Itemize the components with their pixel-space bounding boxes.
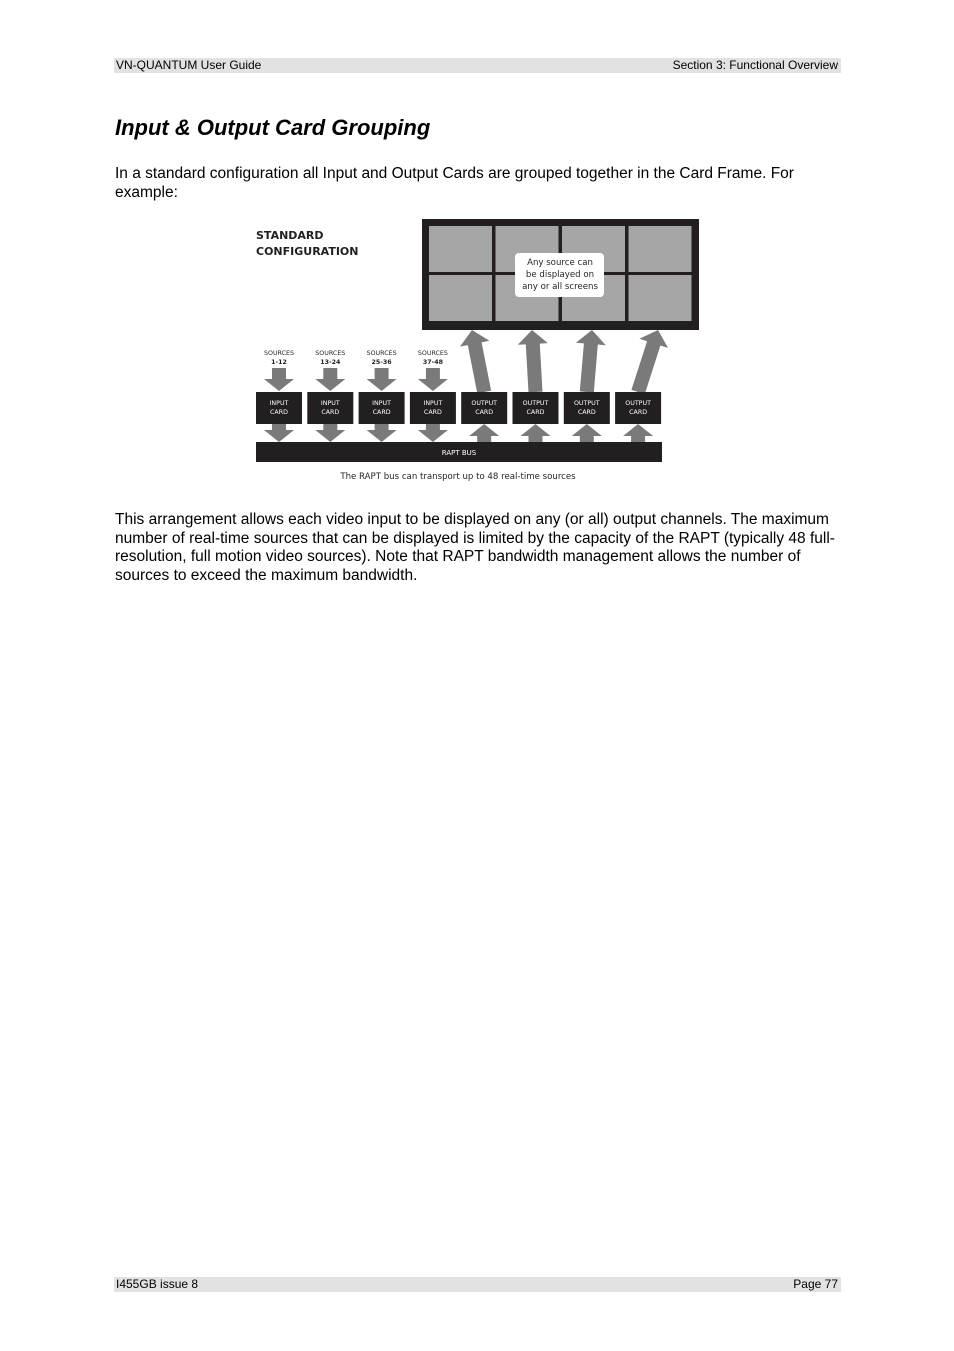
card-label: INPUT bbox=[320, 400, 340, 407]
card-label: OUTPUT bbox=[625, 400, 651, 407]
bus-to-output-arrow bbox=[623, 424, 653, 442]
header-section: Section 3: Functional Overview bbox=[672, 58, 838, 72]
source-label: SOURCES bbox=[417, 350, 448, 357]
header-doc-title: VN-QUANTUM User Guide bbox=[116, 58, 262, 72]
diagram-caption: The RAPT bus can transport up to 48 real-time sources bbox=[340, 472, 576, 482]
screen-tile bbox=[429, 226, 492, 272]
source-range: 1-12 bbox=[271, 359, 287, 366]
card-label: OUTPUT bbox=[522, 400, 549, 407]
callout-line1: Any source can bbox=[527, 258, 593, 268]
page-title: Input & Output Card Grouping bbox=[115, 115, 431, 140]
card-label: OUTPUT bbox=[573, 400, 600, 407]
bus-to-output-arrow bbox=[572, 424, 602, 442]
screen-tile bbox=[429, 275, 492, 321]
body-paragraph: This arrangement allows each video input to be displayed on any (or all) output channels. The maximum number of real-time sources that can be displayed is limited by the capacity of the RAPT (typically 48 full-resolution, full motion video sources). Note that RAPT bandwidth management allows the number of sources to exceed the maximum bandwidth. bbox=[115, 511, 835, 584]
output-card bbox=[615, 392, 661, 424]
input-to-bus-arrow bbox=[367, 424, 397, 442]
input-to-bus-arrow bbox=[264, 424, 294, 442]
bus-to-output-arrow bbox=[521, 424, 551, 442]
output-to-screen-arrow bbox=[518, 330, 548, 392]
screen-tile bbox=[629, 275, 692, 321]
intro-paragraph: In a standard configuration all Input and Output Cards are grouped together in the Card Frame. For example: bbox=[115, 165, 794, 201]
output-to-screen-arrow bbox=[631, 330, 668, 394]
source-range: 25-36 bbox=[371, 359, 392, 366]
source-label: SOURCES bbox=[264, 350, 294, 357]
video-wall bbox=[422, 219, 699, 330]
bus-to-output-arrow bbox=[469, 424, 499, 442]
card-label: CARD bbox=[526, 409, 545, 416]
card-label: INPUT bbox=[423, 400, 443, 407]
card-label: INPUT bbox=[269, 400, 289, 407]
source-range: 37-48 bbox=[422, 359, 443, 366]
source-label: SOURCES bbox=[366, 350, 397, 357]
source-down-arrow bbox=[315, 368, 345, 391]
input-card bbox=[359, 392, 405, 424]
output-to-screen-arrow bbox=[460, 330, 491, 393]
config-label-line2: CONFIGURATION bbox=[256, 245, 359, 258]
card-label: CARD bbox=[372, 409, 391, 416]
card-label: CARD bbox=[475, 409, 494, 416]
card-label: CARD bbox=[321, 409, 340, 416]
card-label: INPUT bbox=[372, 400, 392, 407]
page-footer bbox=[114, 1277, 841, 1292]
callout-line3: any or all screens bbox=[522, 282, 598, 292]
config-label-line1: STANDARD bbox=[256, 229, 324, 242]
standard-configuration-diagram bbox=[250, 215, 702, 487]
card-label: CARD bbox=[270, 409, 288, 416]
output-to-screen-arrow bbox=[576, 330, 606, 393]
card-label: CARD bbox=[577, 409, 596, 416]
footer-page-number: Page 77 bbox=[793, 1277, 838, 1291]
output-card bbox=[564, 392, 610, 424]
input-card bbox=[410, 392, 456, 424]
input-card bbox=[256, 392, 302, 424]
card-label: CARD bbox=[629, 409, 648, 416]
page-header bbox=[114, 58, 841, 73]
footer-issue: I455GB issue 8 bbox=[116, 1277, 199, 1291]
card-label: OUTPUT bbox=[471, 400, 498, 407]
source-down-arrow bbox=[264, 368, 294, 391]
input-to-bus-arrow bbox=[315, 424, 345, 442]
source-label: SOURCES bbox=[315, 350, 346, 357]
source-range: 13-24 bbox=[320, 359, 341, 366]
output-card bbox=[461, 392, 507, 424]
screen-tile bbox=[629, 226, 692, 272]
input-card bbox=[307, 392, 353, 424]
card-label: CARD bbox=[423, 409, 442, 416]
output-card bbox=[513, 392, 559, 424]
rapt-bus-label: RAPT BUS bbox=[441, 449, 477, 457]
source-down-arrow bbox=[367, 368, 397, 391]
input-to-bus-arrow bbox=[418, 424, 448, 442]
callout-line2: be displayed on bbox=[525, 270, 595, 280]
source-down-arrow bbox=[418, 368, 448, 391]
